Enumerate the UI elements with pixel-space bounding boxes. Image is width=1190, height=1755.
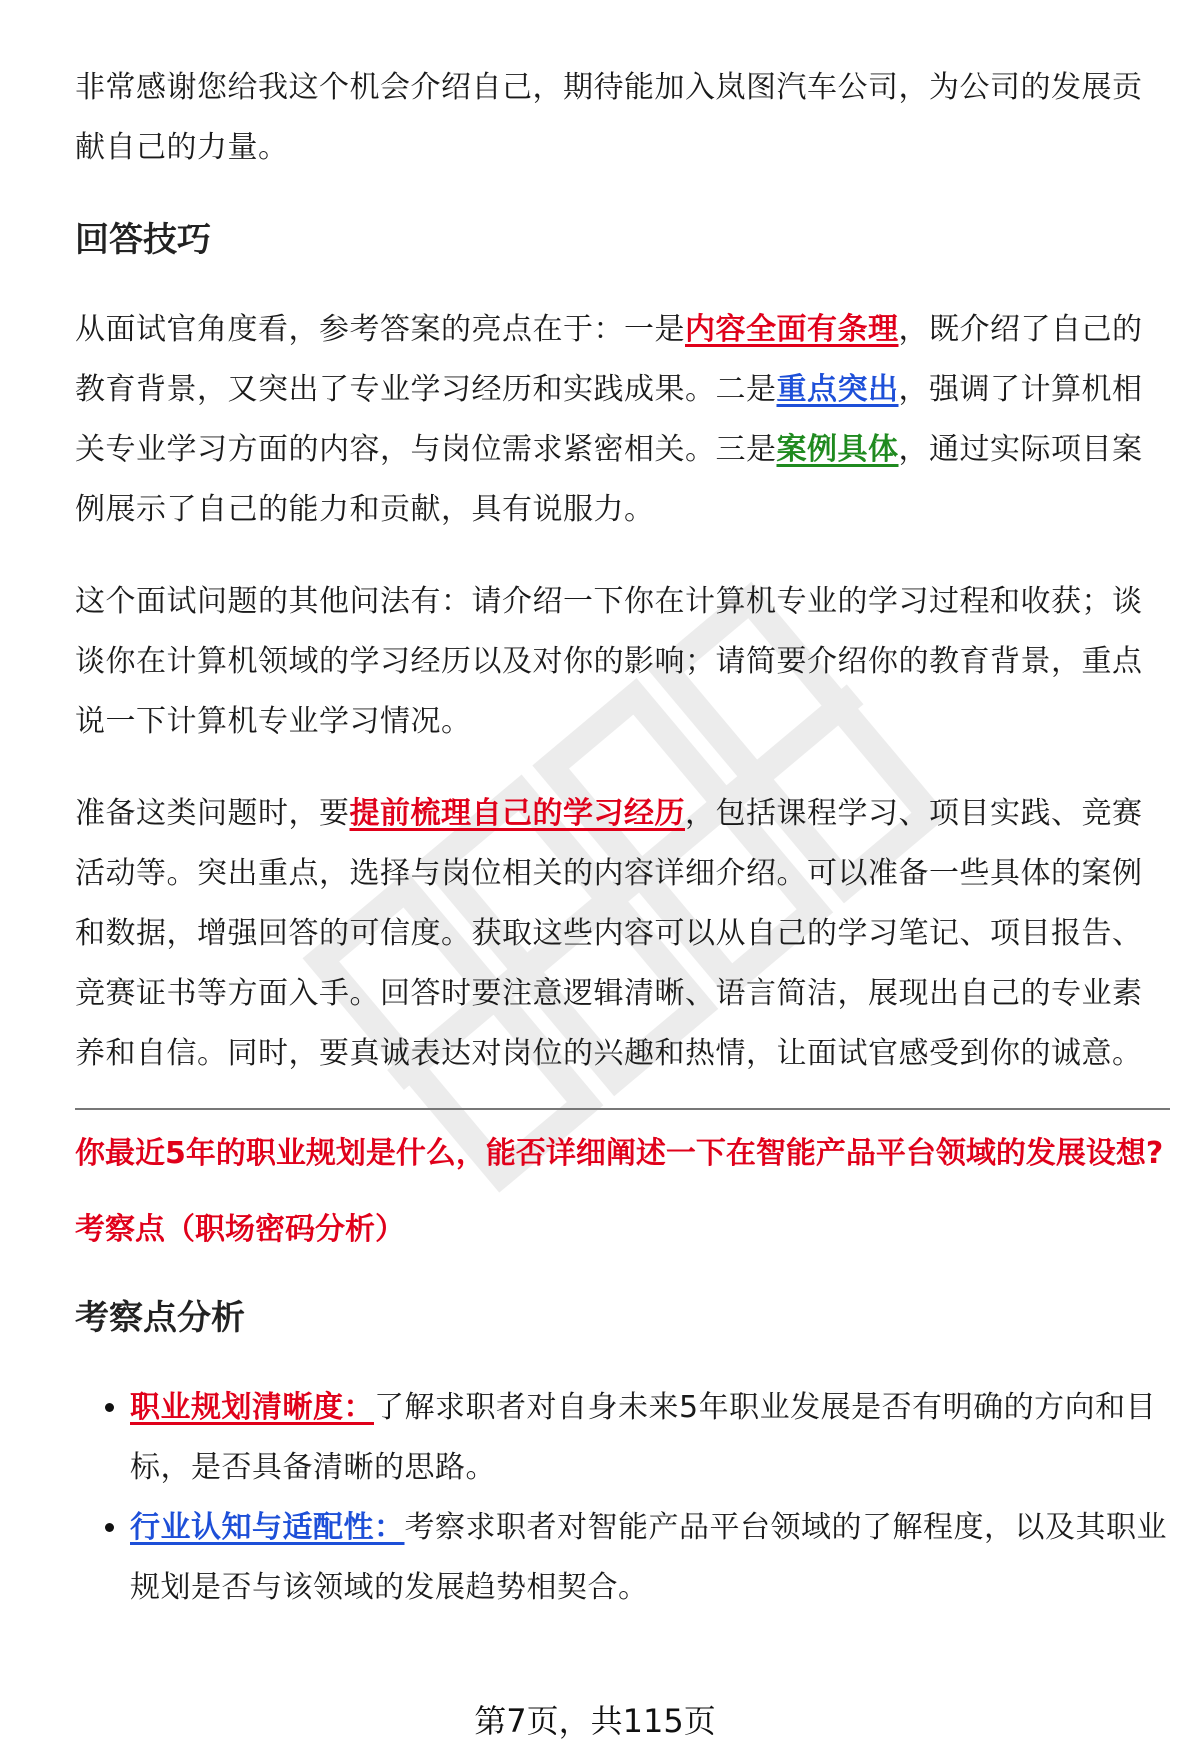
intro-closing-paragraph: 非常感谢您给我这个机会介绍自己，期待能加入岚图汽车公司，为公司的发展贡献自己的力量。	[75, 70, 1143, 165]
tips-p3-text: ，包括课程学习、项目实践、竞赛活动等。突出重点，选择与岗位相关的内容详细介绍。可以准备一些具体的案例和数据，增强回答的可信度。获取这些内容可以从自己的学习笔记、项目报告、竞赛证书等方面入手。回答时要注意逻辑清晰、语言简洁，展现出自己的专业素养和自信。同时，要真诚表达对岗位的兴趣和热情，让面试官感受到你的诚意。	[75, 796, 1143, 1071]
list-item	[130, 1378, 1170, 1498]
tips-p1-text: ，通过实际项目案例展示了自己的能力和贡献，具有说服力。	[75, 432, 1143, 527]
page-footer: 第7页，共115页	[474, 1702, 716, 1740]
analysis-item-label: 行业认知与适配性：	[130, 1510, 405, 1545]
tips-p1-text: ，强调了计算机相关专业学习方面的内容，与岗位需求紧密相关。三是	[75, 372, 1143, 467]
tips-heading: 回答技巧	[75, 220, 211, 260]
tips-p3-text: 准备这类问题时，要	[75, 796, 350, 831]
next-question-title: 你最近5年的职业规划是什么，能否详细阐述一下在智能产品平台领域的发展设想?	[75, 1136, 1164, 1171]
list-item	[130, 1498, 1170, 1618]
highlight-focus: 重点突出	[776, 372, 899, 407]
analysis-heading: 考察点分析	[75, 1298, 245, 1338]
next-question-subpoint: 考察点（职场密码分析）	[75, 1212, 405, 1247]
tips-p1-text: 从面试官角度看，参考答案的亮点在于：一是	[75, 312, 685, 347]
tips-p1-text: ，既介绍了自己的教育背景，又突出了专业学习经历和实践成果。二是	[75, 312, 1143, 407]
analysis-item-label: 职业规划清晰度：	[130, 1390, 374, 1425]
main-content	[75, 58, 1170, 1618]
highlight-concrete-cases: 案例具体	[776, 432, 899, 467]
highlight-content-organized: 内容全面有条理	[685, 312, 899, 347]
analysis-item-text: 了解求职者对自身未来5年职业发展是否有明确的方向和目标，是否具备清晰的思路。	[130, 1390, 1157, 1485]
analysis-item-text: 考察求职者对智能产品平台领域的了解程度，以及其职业规划是否与该领域的发展趋势相契合。	[130, 1510, 1167, 1605]
highlight-review-learning: 提前梳理自己的学习经历	[349, 796, 685, 831]
tips-paragraph-3	[75, 784, 1170, 1084]
analysis-list	[75, 1378, 1170, 1618]
section-divider	[75, 1108, 1170, 1110]
tips-paragraph-2: 这个面试问题的其他问法有：请介绍一下你在计算机专业的学习过程和收获；谈谈你在计算机领域的学习经历以及对你的影响；请简要介绍你的教育背景，重点说一下计算机专业学习情况。	[75, 584, 1143, 739]
tips-paragraph-1	[75, 300, 1170, 540]
